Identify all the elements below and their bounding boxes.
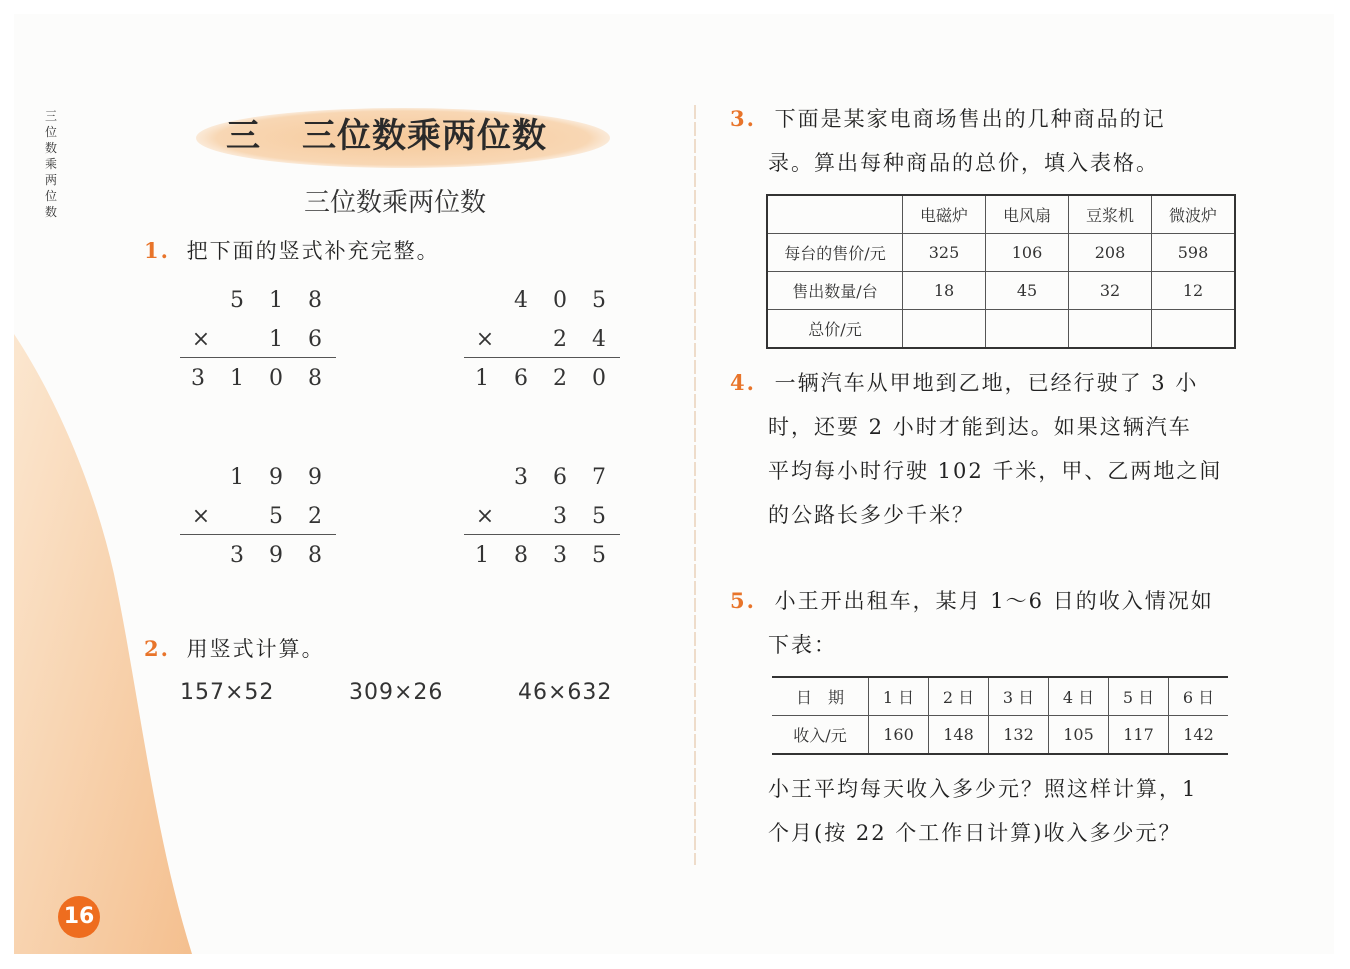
expression-2: 309×26 <box>349 680 444 705</box>
multiply-sign: × <box>475 327 495 352</box>
page-number-badge: 16 <box>58 896 100 938</box>
row-label: 总价/元 <box>767 310 903 349</box>
question-text-line: 个月(按 22 个工作日计算)收入多少元？ <box>768 821 1182 845</box>
table-cell: 12 <box>1152 272 1236 310</box>
question-text: 用竖式计算。 <box>186 637 325 661</box>
question-text-line: 平均每小时行驶 102 千米，甲、乙两地之间 <box>768 459 1223 483</box>
digit: 3 <box>553 504 567 529</box>
digit: 2 <box>553 366 567 391</box>
question-text-line: 一辆汽车从甲地到乙地，已经行驶了 3 小 <box>774 371 1199 395</box>
table-cell: 45 <box>986 272 1069 310</box>
table-cell: 598 <box>1152 234 1236 272</box>
question-number: 4. <box>730 370 756 395</box>
question-3 <box>730 104 1166 134</box>
row-label: 收入/元 <box>772 716 869 755</box>
digit: 1 <box>230 366 244 391</box>
row-label: 每台的售价/元 <box>767 234 903 272</box>
table-header: 2 日 <box>929 677 989 716</box>
answer-cell <box>903 310 986 349</box>
digit: 5 <box>592 504 606 529</box>
row-label: 售出数量/台 <box>767 272 903 310</box>
digit: 8 <box>514 543 528 568</box>
page-divider <box>693 105 697 865</box>
question-number: 2. <box>144 636 170 661</box>
table-cell: 208 <box>1069 234 1152 272</box>
answer-cell <box>986 310 1069 349</box>
digit: 0 <box>269 366 283 391</box>
digit: 1 <box>230 465 244 490</box>
table-row <box>767 272 1235 310</box>
running-header: 三位数乘两位数 <box>44 109 57 219</box>
table-header: 4 日 <box>1049 677 1109 716</box>
digit: 9 <box>308 465 322 490</box>
table-header: 电风扇 <box>986 195 1069 234</box>
question-number: 5. <box>730 588 756 613</box>
table-cell: 325 <box>903 234 986 272</box>
answer-cell <box>1152 310 1236 349</box>
digit: 2 <box>553 327 567 352</box>
digit: 1 <box>269 288 283 313</box>
digit: 0 <box>592 366 606 391</box>
question-text: 把下面的竖式补充完整。 <box>186 239 440 263</box>
digit: 6 <box>514 366 528 391</box>
calc-rule <box>180 534 336 535</box>
digit: 4 <box>514 288 528 313</box>
calc-rule <box>180 357 336 358</box>
multiply-sign: × <box>475 504 495 529</box>
digit: 3 <box>230 543 244 568</box>
question-number: 3. <box>730 106 756 131</box>
table-header: 日 期 <box>772 677 869 716</box>
question-text-line: 下表： <box>768 633 837 657</box>
question-number: 1. <box>144 238 170 263</box>
table-row <box>767 195 1235 234</box>
digit: 5 <box>230 288 244 313</box>
digit: 6 <box>308 327 322 352</box>
question-text-line: 录。算出每种商品的总价，填入表格。 <box>768 151 1159 175</box>
table-header: 6 日 <box>1169 677 1229 716</box>
digit: 5 <box>269 504 283 529</box>
table-cell: 132 <box>989 716 1049 755</box>
digit: 6 <box>553 465 567 490</box>
digit: 5 <box>592 543 606 568</box>
digit: 5 <box>592 288 606 313</box>
sales-table <box>766 194 1236 349</box>
table-header: 微波炉 <box>1152 195 1236 234</box>
expression-3: 46×632 <box>518 680 613 705</box>
chapter-title: 三位数乘两位数 <box>302 116 547 156</box>
digit: 3 <box>514 465 528 490</box>
table-row <box>767 234 1235 272</box>
table-cell: 160 <box>869 716 929 755</box>
digit: 0 <box>553 288 567 313</box>
table-cell <box>767 195 903 234</box>
section-title: 三位数乘两位数 <box>303 188 486 218</box>
chapter-heading <box>196 110 611 162</box>
table-header: 3 日 <box>989 677 1049 716</box>
digit: 8 <box>308 288 322 313</box>
digit: 8 <box>308 366 322 391</box>
digit: 9 <box>269 465 283 490</box>
digit: 8 <box>308 543 322 568</box>
multiply-sign: × <box>191 504 211 529</box>
table-header: 豆浆机 <box>1069 195 1152 234</box>
question-text-line: 小王开出租车，某月 1～6 日的收入情况如 <box>774 589 1214 613</box>
question-text-line: 的公路长多少千米？ <box>768 503 975 527</box>
question-2 <box>144 634 325 664</box>
table-cell: 148 <box>929 716 989 755</box>
table-cell: 105 <box>1049 716 1109 755</box>
table-cell: 117 <box>1109 716 1169 755</box>
digit: 1 <box>269 327 283 352</box>
multiply-sign: × <box>191 327 211 352</box>
table-row <box>767 310 1235 349</box>
digit: 9 <box>269 543 283 568</box>
question-4 <box>730 368 1198 398</box>
digit: 3 <box>553 543 567 568</box>
digit: 4 <box>592 327 606 352</box>
table-row <box>772 677 1228 716</box>
table-cell: 106 <box>986 234 1069 272</box>
calc-rule <box>464 534 620 535</box>
question-1 <box>144 236 440 266</box>
digit: 7 <box>592 465 606 490</box>
chapter-number: 三 <box>226 116 260 156</box>
answer-cell <box>1069 310 1152 349</box>
table-cell: 32 <box>1069 272 1152 310</box>
digit: 2 <box>308 504 322 529</box>
table-cell: 18 <box>903 272 986 310</box>
table-cell: 142 <box>1169 716 1229 755</box>
digit: 1 <box>475 366 489 391</box>
digit: 1 <box>475 543 489 568</box>
expression-1: 157×52 <box>180 680 275 705</box>
calc-rule <box>464 357 620 358</box>
table-header: 1 日 <box>869 677 929 716</box>
question-text-line: 下面是某家电商场售出的几种商品的记 <box>774 107 1166 131</box>
question-5 <box>730 586 1214 616</box>
income-table <box>772 676 1228 755</box>
question-text-line: 小王平均每天收入多少元？照这样计算，1 <box>768 777 1198 801</box>
table-header: 电磁炉 <box>903 195 986 234</box>
digit: 3 <box>191 366 205 391</box>
table-row <box>772 716 1228 755</box>
table-header: 5 日 <box>1109 677 1169 716</box>
question-text-line: 时，还要 2 小时才能到达。如果这辆汽车 <box>768 415 1192 439</box>
